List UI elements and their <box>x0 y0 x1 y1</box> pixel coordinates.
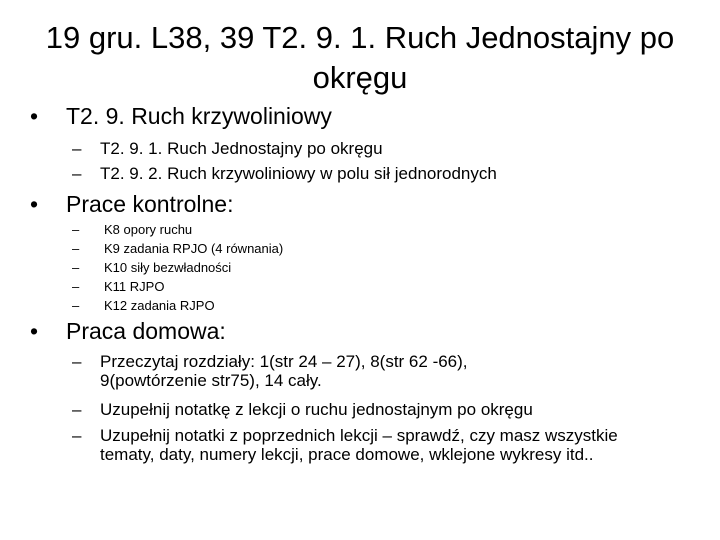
list-item: – K12 zadania RJPO <box>72 298 215 313</box>
slide-title: 19 gru. L38, 39 T2. 9. 1. Ruch Jednostajny po okręgu <box>45 20 675 95</box>
section-heading-curvilinear: • T2. 9. Ruch krzywoliniowy <box>30 103 332 129</box>
list-item: – K8 opory ruchu <box>72 222 193 237</box>
list-item: – K11 RJPO <box>72 279 165 294</box>
dash-icon: – <box>72 222 80 237</box>
dash-icon: – <box>72 352 82 371</box>
list-item: – K9 zadania RPJO (4 równania) <box>72 241 284 256</box>
bullet-icon: • <box>30 191 39 217</box>
dash-icon: – <box>72 400 82 419</box>
list-item: – Przeczytaj rozdziały: 1(str 24 – 27), 8(str 62 -66), 9(powtórzenie str75), 14 cały. <box>72 352 468 390</box>
section-heading-tests: • Prace kontrolne: <box>30 191 234 217</box>
dash-icon: – <box>72 426 82 445</box>
bullet-icon: • <box>30 103 39 129</box>
list-item: – T2. 9. 1. Ruch Jednostajny po okręgu <box>72 139 383 158</box>
list-item: – Uzupełnij notatki z poprzednich lekcji – sprawdź, czy masz wszystkie tematy, daty, numery lekcji, prace domowe, wklejone wykresy itd.. <box>72 426 618 464</box>
dash-icon: – <box>72 164 82 183</box>
dash-icon: – <box>72 241 80 256</box>
bullet-icon: • <box>30 318 39 344</box>
list-item: – K10 siły bezwładności <box>72 260 232 275</box>
list-item: – Uzupełnij notatkę z lekcji o ruchu jednostajnym po okręgu <box>72 400 533 419</box>
list-item: – T2. 9. 2. Ruch krzywoliniowy w polu sił jednorodnych <box>72 164 497 183</box>
section-heading-homework: • Praca domowa: <box>30 318 226 344</box>
dash-icon: – <box>72 260 80 275</box>
dash-icon: – <box>72 298 80 313</box>
dash-icon: – <box>72 139 82 158</box>
dash-icon: – <box>72 279 80 294</box>
